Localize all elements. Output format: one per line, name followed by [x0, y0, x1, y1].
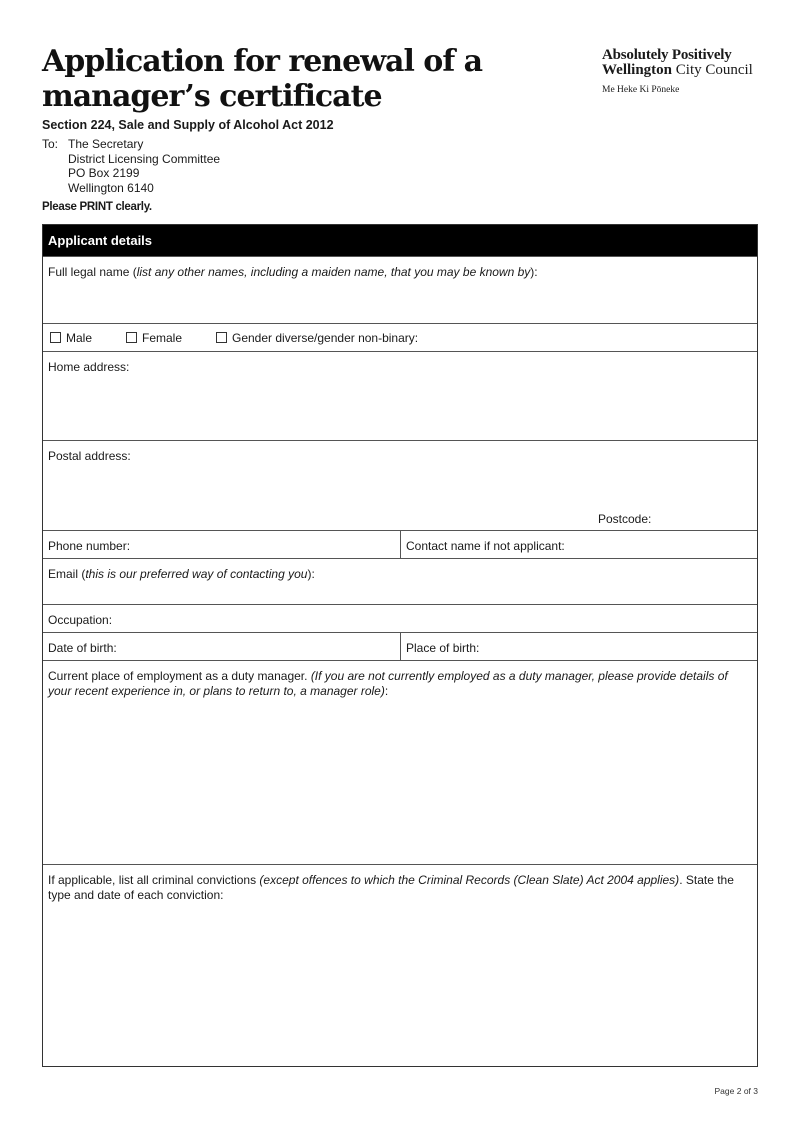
checkbox-square-icon — [216, 332, 227, 343]
convictions-field[interactable] — [43, 864, 757, 1066]
recipient-line: The Secretary — [68, 137, 144, 151]
logo-city-council: City Council — [672, 62, 753, 78]
gender-row — [43, 323, 757, 351]
recipient-line: PO Box 2199 — [68, 166, 140, 180]
occupation-label: Occupation: — [48, 613, 113, 627]
checkbox-square-icon — [50, 332, 61, 343]
title-line-2: manager’s certificate — [42, 79, 382, 114]
home-address-label: Home address: — [48, 360, 130, 374]
birth-row — [43, 632, 757, 660]
phone-field[interactable] — [43, 531, 400, 558]
checkbox-square-icon — [126, 332, 137, 343]
phone-contact-row — [43, 530, 757, 558]
convictions-label: If applicable, list all criminal convictions (except offences to which the Criminal Records (Clean Slate) Act 2004 applies). State the type and date of each conviction: — [48, 873, 734, 902]
home-address-field[interactable] — [43, 351, 757, 440]
date-of-birth-field[interactable] — [43, 633, 400, 660]
applicant-details-form — [42, 224, 758, 1067]
gender-diverse-checkbox[interactable] — [216, 331, 418, 345]
male-checkbox[interactable] — [50, 331, 92, 345]
logo-tagline: Me Heke Ki Pōneke — [602, 85, 680, 95]
employment-label: Current place of employment as a duty manager. (If you are not currently employed as a duty manager, please provide details of your recent experience in, or plans to return to, a manager role): — [48, 669, 728, 698]
place-of-birth-field[interactable] — [400, 633, 757, 660]
employment-field[interactable] — [43, 660, 757, 864]
postcode-label: Postcode: — [598, 512, 652, 526]
title-line-1: Application for renewal of a — [42, 44, 483, 79]
postal-address-field[interactable] — [43, 440, 757, 530]
contact-name-label: Contact name if not applicant: — [406, 539, 565, 553]
email-field[interactable] — [43, 558, 757, 604]
email-label: Email (this is our preferred way of contacting you): — [48, 567, 315, 581]
to-label: To: — [42, 137, 59, 151]
postal-address-label: Postal address: — [48, 449, 131, 463]
female-label: Female — [142, 331, 183, 345]
council-logo — [602, 48, 753, 95]
female-checkbox[interactable] — [126, 331, 182, 345]
recipient-line: District Licensing Committee — [68, 151, 221, 166]
place-of-birth-label: Place of birth: — [406, 641, 480, 655]
occupation-field[interactable] — [43, 604, 757, 632]
male-label: Male — [66, 331, 93, 345]
recipient-line: Wellington 6140 — [68, 180, 154, 195]
logo-line-2 — [602, 63, 753, 78]
full-name-label: Full legal name (list any other names, including a maiden name, that you may be known by): — [48, 265, 538, 279]
print-note: Please PRINT clearly. — [42, 201, 152, 213]
gender-diverse-label: Gender diverse/gender non-binary: — [232, 331, 419, 345]
logo-line-1: Absolutely Positively — [602, 47, 732, 63]
section-header: Applicant details — [43, 225, 757, 256]
full-name-field[interactable] — [43, 256, 757, 323]
recipient-address — [68, 137, 220, 195]
phone-label: Phone number: — [48, 539, 131, 553]
act-subtitle: Section 224, Sale and Supply of Alcohol Act 2012 — [42, 118, 334, 132]
page-number: Page 2 of 3 — [714, 1086, 758, 1096]
logo-wellington: Wellington — [602, 62, 673, 78]
date-of-birth-label: Date of birth: — [48, 641, 117, 655]
contact-name-field[interactable] — [400, 531, 757, 558]
page-title — [42, 44, 562, 114]
